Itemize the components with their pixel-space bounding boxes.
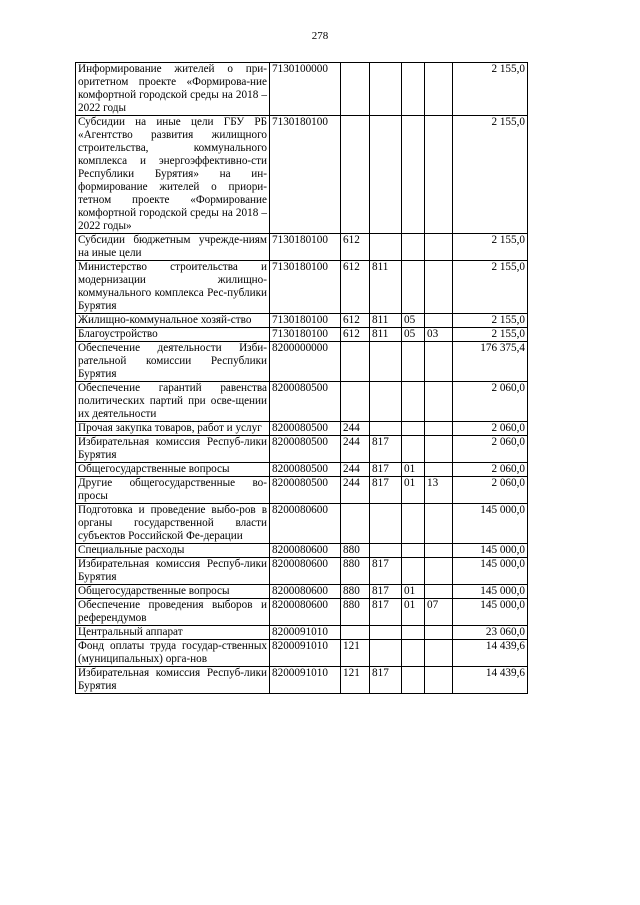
cell-name: Избирательная комиссия Респуб-лики Бурятия [76, 436, 270, 463]
cell-target-code: 8200091010 [270, 640, 341, 667]
table-row [76, 463, 528, 477]
cell-target-code: 8200080600 [270, 599, 341, 626]
cell-name: Обеспечение проведения выборов и референдумов [76, 599, 270, 626]
cell-grbs: 817 [370, 477, 402, 504]
cell-target-code: 8200080500 [270, 477, 341, 504]
cell-target-code: 7130180100 [270, 328, 341, 342]
cell-grbs: 817 [370, 599, 402, 626]
cell-amount: 14 439,6 [453, 667, 528, 694]
cell-amount: 2 060,0 [453, 477, 528, 504]
cell-grbs: 817 [370, 585, 402, 599]
table-row [76, 626, 528, 640]
cell-amount: 14 439,6 [453, 640, 528, 667]
cell-section [402, 640, 425, 667]
cell-expense-type: 244 [341, 463, 370, 477]
cell-grbs [370, 234, 402, 261]
cell-name: Министерство строительства и модернизации жилищно-коммунального комплекса Рес-публики Бурятия [76, 261, 270, 314]
cell-subsection [425, 63, 453, 116]
cell-target-code: 7130180100 [270, 116, 341, 234]
cell-grbs [370, 382, 402, 422]
table-row [76, 314, 528, 328]
table-body [76, 63, 528, 694]
cell-target-code: 8200091010 [270, 667, 341, 694]
cell-subsection [425, 626, 453, 640]
cell-expense-type [341, 382, 370, 422]
cell-target-code: 8200080500 [270, 463, 341, 477]
cell-name: Общегосударственные вопросы [76, 463, 270, 477]
cell-subsection [425, 667, 453, 694]
table-row [76, 585, 528, 599]
table-row [76, 328, 528, 342]
cell-target-code: 7130100000 [270, 63, 341, 116]
cell-amount: 2 155,0 [453, 314, 528, 328]
cell-expense-type: 880 [341, 544, 370, 558]
cell-name: Специальные расходы [76, 544, 270, 558]
cell-expense-type [341, 504, 370, 544]
cell-name: Фонд оплаты труда государ-ственных (муниципальных) орга-нов [76, 640, 270, 667]
cell-section [402, 116, 425, 234]
cell-name: Информирование жителей о при-оритетном проекте «Формирова-ние комфортной городской среды на 2018 – 2022 годы [76, 63, 270, 116]
cell-section [402, 558, 425, 585]
cell-target-code: 8200080600 [270, 504, 341, 544]
cell-expense-type: 121 [341, 640, 370, 667]
table-row [76, 599, 528, 626]
cell-subsection [425, 314, 453, 328]
budget-table [75, 62, 528, 694]
table-row [76, 382, 528, 422]
cell-expense-type: 880 [341, 585, 370, 599]
cell-target-code: 8200080600 [270, 585, 341, 599]
table-row [76, 116, 528, 234]
cell-section: 01 [402, 463, 425, 477]
cell-section [402, 504, 425, 544]
table-row [76, 63, 528, 116]
table-row [76, 422, 528, 436]
cell-target-code: 8200080500 [270, 422, 341, 436]
cell-grbs [370, 504, 402, 544]
cell-section: 01 [402, 599, 425, 626]
cell-target-code: 7130180100 [270, 261, 341, 314]
cell-section [402, 422, 425, 436]
table-row [76, 342, 528, 382]
cell-subsection [425, 234, 453, 261]
cell-section [402, 342, 425, 382]
cell-grbs: 817 [370, 667, 402, 694]
cell-section [402, 234, 425, 261]
cell-grbs [370, 342, 402, 382]
cell-subsection [425, 422, 453, 436]
cell-target-code: 8200080600 [270, 544, 341, 558]
cell-subsection [425, 544, 453, 558]
cell-grbs [370, 640, 402, 667]
cell-expense-type: 244 [341, 477, 370, 504]
cell-amount: 2 060,0 [453, 382, 528, 422]
cell-amount: 2 060,0 [453, 422, 528, 436]
table-row [76, 436, 528, 463]
cell-amount: 2 060,0 [453, 463, 528, 477]
cell-section [402, 261, 425, 314]
cell-subsection [425, 382, 453, 422]
table-row [76, 504, 528, 544]
cell-grbs: 817 [370, 558, 402, 585]
cell-name: Благоустройство [76, 328, 270, 342]
cell-name: Обеспечение гарантий равенства политических партий при осве-щении их деятельности [76, 382, 270, 422]
cell-expense-type [341, 63, 370, 116]
cell-subsection [425, 342, 453, 382]
cell-expense-type [341, 342, 370, 382]
cell-target-code: 8200000000 [270, 342, 341, 382]
cell-section: 05 [402, 328, 425, 342]
cell-name: Субсидии бюджетным учрежде-ниям на иные цели [76, 234, 270, 261]
cell-expense-type [341, 116, 370, 234]
cell-name: Субсидии на иные цели ГБУ РБ «Агентство развития жилищного строительства, коммунального комплекса и энергоэффективно-сти Республики Бурятия» на ин-формирование жителей о приори-тетном проекте «Формирование комфортной городской среды на 2018 – 2022 годы» [76, 116, 270, 234]
cell-expense-type [341, 626, 370, 640]
table-row [76, 667, 528, 694]
cell-subsection [425, 436, 453, 463]
cell-section [402, 63, 425, 116]
cell-expense-type: 612 [341, 314, 370, 328]
cell-grbs: 811 [370, 314, 402, 328]
cell-name: Обеспечение деятельности Изби-рательной комиссии Республики Бурятия [76, 342, 270, 382]
cell-expense-type: 244 [341, 422, 370, 436]
cell-amount: 2 060,0 [453, 436, 528, 463]
cell-expense-type: 121 [341, 667, 370, 694]
cell-target-code: 8200091010 [270, 626, 341, 640]
cell-subsection [425, 585, 453, 599]
cell-name: Подготовка и проведение выбо-ров в органы государственной власти субъектов Российской Фе-дерации [76, 504, 270, 544]
cell-expense-type: 880 [341, 599, 370, 626]
cell-amount: 2 155,0 [453, 328, 528, 342]
cell-section [402, 626, 425, 640]
cell-subsection [425, 463, 453, 477]
cell-expense-type: 612 [341, 234, 370, 261]
cell-name: Избирательная комиссия Респуб-лики Бурятия [76, 558, 270, 585]
page-number: 278 [311, 30, 329, 42]
cell-expense-type: 880 [341, 558, 370, 585]
cell-subsection [425, 640, 453, 667]
cell-subsection [425, 261, 453, 314]
cell-grbs: 817 [370, 436, 402, 463]
table-row [76, 558, 528, 585]
cell-name: Избирательная комиссия Респуб-лики Бурятия [76, 667, 270, 694]
table-row [76, 477, 528, 504]
cell-grbs [370, 63, 402, 116]
cell-amount: 145 000,0 [453, 558, 528, 585]
cell-amount: 2 155,0 [453, 116, 528, 234]
cell-target-code: 8200080600 [270, 558, 341, 585]
cell-target-code: 8200080500 [270, 436, 341, 463]
table-row [76, 261, 528, 314]
cell-grbs [370, 422, 402, 436]
cell-amount: 2 155,0 [453, 261, 528, 314]
cell-expense-type: 612 [341, 328, 370, 342]
cell-subsection: 03 [425, 328, 453, 342]
cell-name: Центральный аппарат [76, 626, 270, 640]
cell-name: Прочая закупка товаров, работ и услуг [76, 422, 270, 436]
cell-grbs [370, 626, 402, 640]
cell-name: Другие общегосударственные во-просы [76, 477, 270, 504]
table-row [76, 544, 528, 558]
cell-subsection [425, 504, 453, 544]
cell-grbs [370, 544, 402, 558]
cell-subsection: 07 [425, 599, 453, 626]
cell-amount: 2 155,0 [453, 234, 528, 261]
cell-section: 01 [402, 477, 425, 504]
cell-grbs: 811 [370, 261, 402, 314]
cell-subsection [425, 558, 453, 585]
cell-section: 01 [402, 585, 425, 599]
cell-section [402, 667, 425, 694]
cell-section [402, 382, 425, 422]
cell-amount: 176 375,4 [453, 342, 528, 382]
cell-target-code: 7130180100 [270, 314, 341, 328]
cell-subsection: 13 [425, 477, 453, 504]
cell-amount: 23 060,0 [453, 626, 528, 640]
cell-section: 05 [402, 314, 425, 328]
cell-amount: 145 000,0 [453, 599, 528, 626]
cell-grbs [370, 116, 402, 234]
cell-section [402, 544, 425, 558]
cell-amount: 2 155,0 [453, 63, 528, 116]
cell-expense-type: 612 [341, 261, 370, 314]
cell-amount: 145 000,0 [453, 504, 528, 544]
cell-expense-type: 244 [341, 436, 370, 463]
cell-name: Жилищно-коммунальное хозяй-ство [76, 314, 270, 328]
cell-grbs: 811 [370, 328, 402, 342]
cell-section [402, 436, 425, 463]
cell-target-code: 7130180100 [270, 234, 341, 261]
cell-target-code: 8200080500 [270, 382, 341, 422]
cell-name: Общегосударственные вопросы [76, 585, 270, 599]
cell-amount: 145 000,0 [453, 544, 528, 558]
cell-amount: 145 000,0 [453, 585, 528, 599]
table-row [76, 640, 528, 667]
cell-grbs: 817 [370, 463, 402, 477]
table-row [76, 234, 528, 261]
cell-subsection [425, 116, 453, 234]
